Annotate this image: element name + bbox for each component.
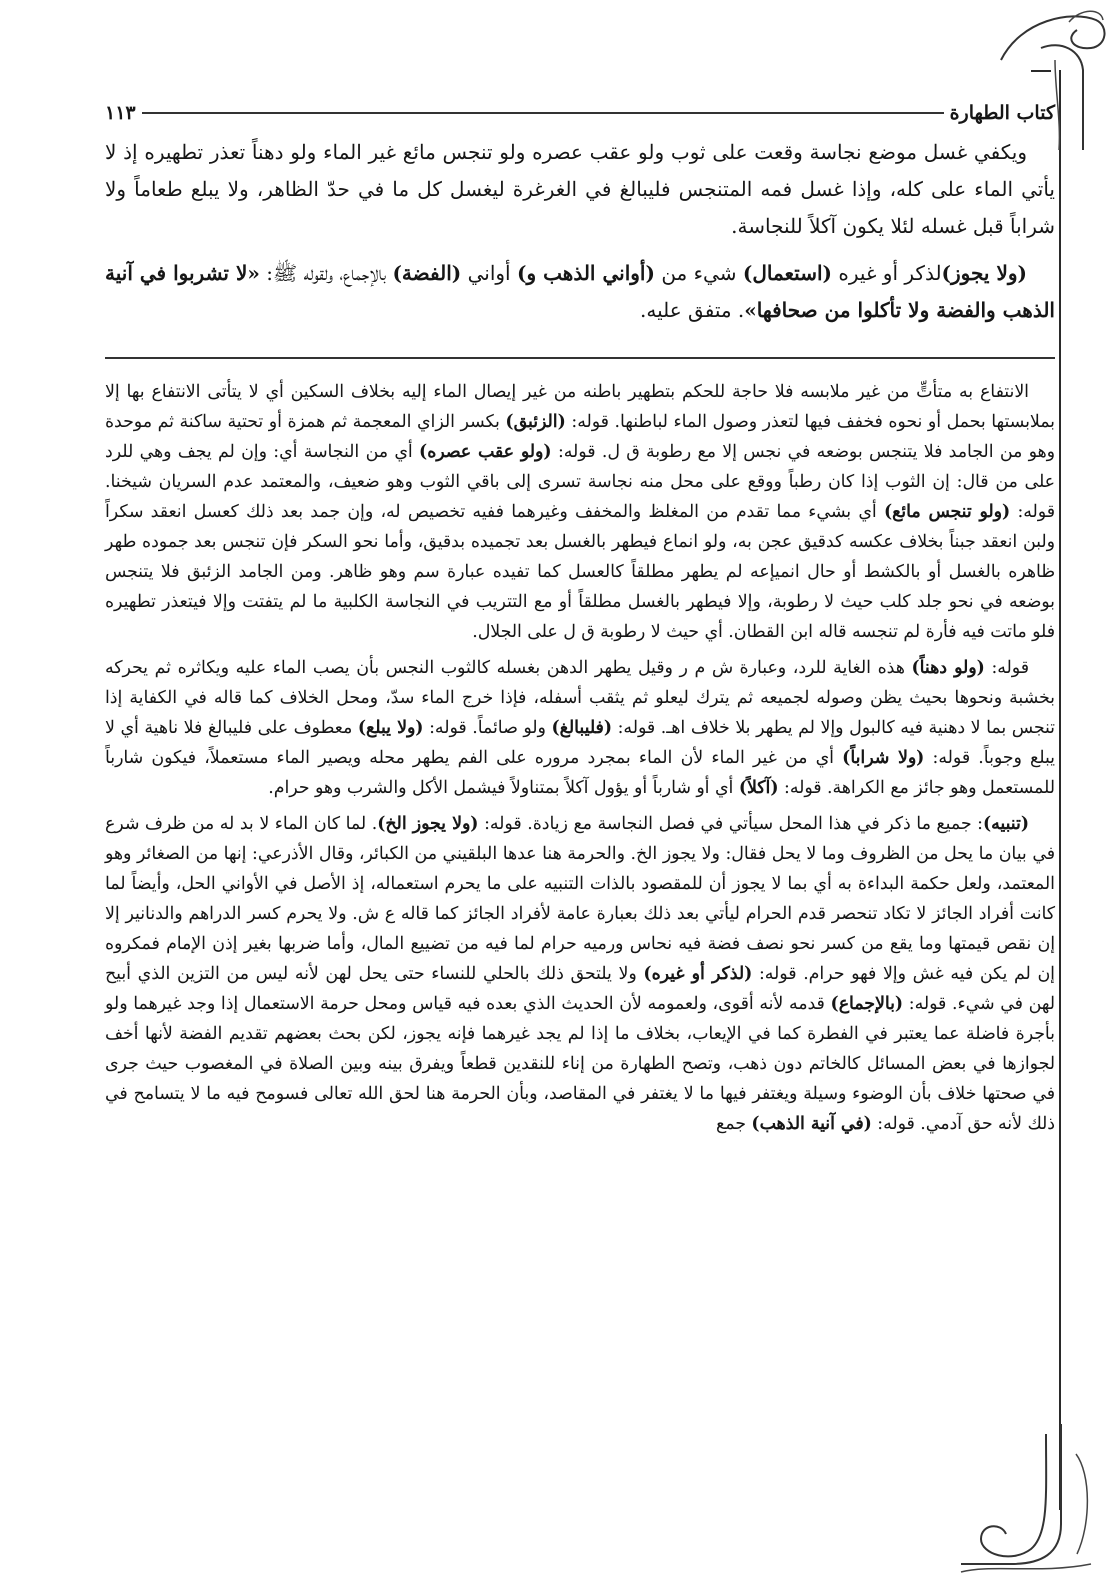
main-text — [105, 134, 1055, 329]
commentary-paragraph-2: قوله: (ولو دهناً) هذه الغاية للرد، وعبارة ش م ر وقيل يطهر الدهن بغسله كالثوب النجس بأن يصب الماء عليه ويكاثره ثم يحركه بخشبة ونحوها بحيث يظن وصوله لجميعه ثم يترك ليعلو ثم يثقب أسفله، فإذا خرج الماء سدّ، ومحل الخلاف كما قاله في الكفاية إذا تنجس بما لا دهنية فيه كالبول وإلا لم يطهر بلا خلاف اهـ. قوله: (فليبالغ) ولو صائماً. قوله: (ولا يبلع) معطوف على فليبالغ فلا ناهية أي لا يبلع وجوباً. قوله: (ولا شراباً) أي من غير الماء لأن الماء بمجرد مروره على الفم يطهر محله ويصير الماء مستعملاً، فيكون شارباً للمستعمل وهو جائز مع الكراهة. قوله: (آكلاً) أي أو شارباً أو يؤول آكلاً بمتناولاً فيشمل الأكل والشرب وهو حرام. — [105, 658, 1055, 798]
commentary-paragraph-1: الانتفاع به متأتٍّ من غير ملابسه فلا حاجة للحكم بتطهير باطنه من غير إيصال الماء إليه بخلاف السكين أي لا يتأتى الانتفاع بها إلا بملابستها بحمل أو نحوه فخفف فيها لتعذر وصول الماء لباطنها. قوله: (الزئبق) بكسر الزاي المعجمة ثم همزة أو تحتية ساكنة ثم موحدة وهو من الجامد فلا يتنجس بوضعه في نجس إلا مع رطوبة ق ل. قوله: (ولو عقب عصره) أي من النجاسة أي: وإن لم يجف وهي للرد على من قال: إن الثوب إذا كان رطباً ووقع على محل منه نجاسة تسرى إلى باقي الثوب وهو ضعيف، والمعتمد عدم السريان شيخنا. قوله: (ولو تنجس مائع) أي بشيء مما تقدم من المغلظ والمخفف وغيرهما ففيه تخصيص له، وإن جمد بعد ذلك كعسل انعقد سكراً ولبن انعقد جبناً بخلاف عكسه كدقيق عجن به، ولو انماع فيطهر بالغسل بعد تجميده بدقيق، وأما نحو السكر فإن تنجس بعد جموده طهر ظاهره بالغسل أو بالكشط أو حال انميإعه لم يطهر مطلقاً كالعسل كما تفيده عبارة سم وهو ظاهر. ومن الجامد الزئبق فلا يتنجس بوضعه في نحو جلد كلب حيث لا رطوبة، وإلا فيطهر بالغسل مطلقاً أو مع التتريب في النجاسة الكلبية ما لم يتفتت وإلا فيتعذر تطهيره فلو ماتت فيه فأرة لم تنجسه قاله ابن القطان. أي حيث لا رطوبة ق ل على الجلال. — [105, 382, 1056, 642]
chapter-title: كتاب الطهارة — [949, 102, 1055, 124]
page — [105, 92, 1055, 1139]
header-rule — [142, 112, 944, 114]
frame-right-line — [1059, 70, 1061, 1510]
scroll-ornament-bottom — [951, 1414, 1111, 1584]
section-divider — [105, 357, 1055, 359]
main-paragraph-2: (ولا يجوز)لذكر أو غيره (استعمال) شيء من (أواني الذهب و) أواني (الفضة) بالإجماع، ولقوله ﷺ: «لا تشربوا في آنية الذهب والفضة ولا تأكلوا من صحافها». متفق عليه. — [105, 261, 1055, 322]
page-header — [105, 92, 1055, 134]
commentary-text — [105, 377, 1055, 1139]
page-number: ١١٣ — [105, 102, 136, 124]
commentary-paragraph-3: (تنبيه): جميع ما ذكر في هذا المحل سيأتي في فصل النجاسة مع زيادة. قوله: (ولا يجوز الخ). لما كان الماء لا بد له من ظرف شرع في بيان ما يحل من الظروف وما لا يحل فقال: ولا يجوز الخ. والحرمة هنا عدها البلقيني من الكبائر، وقال الأذرعي: إنها من الصغائر وهو المعتمد، ولعل حكمة البداءة به أي بما لا يجوز أن للمقصود بالذات التنبيه على ما يحرم استعماله، إذ الأصل في الأواني الحل، وأيضاً لما كانت أفراد الجائز لا تكاد تنحصر قدم الحرام ليأتي بعد ذلك بعبارة عامة لأفراد الجائز كما قاله ع ش. ولا يحرم كسر الدراهم والدنانير إلا إن نقص قيمتها وما يقع من كسر نحو نصف فضة فيه نحاس ورميه حرام لما فيه من تضييع المال، وأما ضربها بغير إذن الإمام فمكروه إن لم يكن فيه غش وإلا فهو حرام. قوله: (لذكر أو غيره) ولا يلتحق ذلك بالحلي للنساء حتى يحل لهن لأنه ليس من التزين الذي أبيح لهن في شيء. قوله: (بالإجماع) قدمه لأنه أقوى، ولعمومه لأن الحديث الذي بعده فيه قياس ومحل حرمة الاستعمال إذا وجد غيرهما ولو بأجرة فاضلة عما يعتبر في الفطرة كما في الإيعاب، بخلاف ما إذا لم يجد غيرهما فإنه يجوز، لكن بحث بعضهم تقديم الفضة لأنها أخف لجوازها في بعض المسائل كالخاتم دون ذهب، وتصح الطهارة من إناء للنقدين قطعاً ويفرق بينه وبين الصلاة في المغصوب حيث جرى في صحتها خلاف بأن الوضوء وسيلة ويغتفر فيها ما لا يغتفر في المقاصد، وبأن الحرمة هنا لحق الله تعالى فسومح فيه ما لا يتسامح في ذلك لأنه حق آدمي. قوله: (في آنية الذهب) جمع — [105, 814, 1055, 1134]
main-paragraph-1: ويكفي غسل موضع نجاسة وقعت على ثوب ولو عقب عصره ولو تنجس مائع غير الماء ولو دهناً تعذر تطهيره إذ لا يأتي الماء على كله، وإذا غسل فمه المتنجس فليبالغ في الغرغرة ليغسل كل ما في حدّ الظاهر، ولا يبلع طعاماً ولا شراباً قبل غسله لئلا يكون آكلاً للنجاسة. — [105, 140, 1055, 238]
